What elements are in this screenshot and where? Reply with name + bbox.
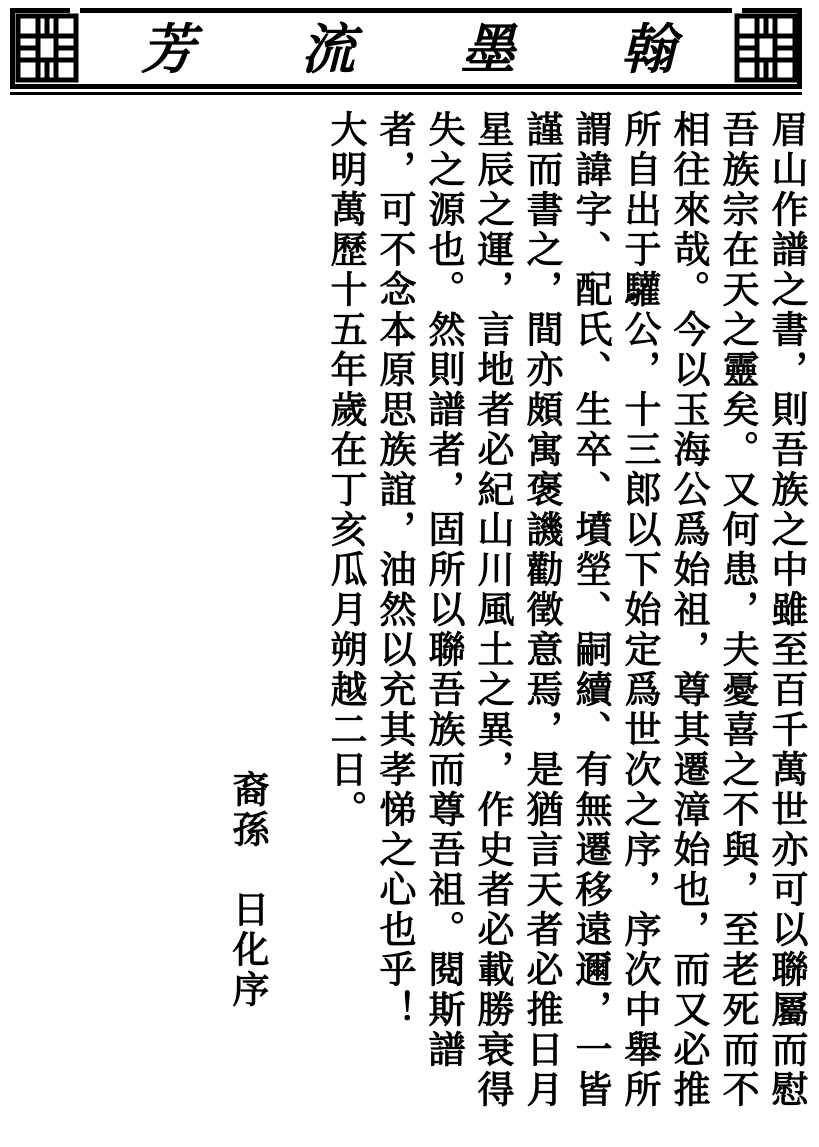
banner-char-3: 墨 xyxy=(461,17,515,81)
text-column-10-date: 大明萬歷十五年歲在丁亥瓜月朔越二日。 xyxy=(324,110,368,830)
document-body xyxy=(0,104,819,1147)
text-column-9: 者，可不念本原思族誼，油然以充其孝悌之心也乎！ xyxy=(373,110,417,1030)
text-column-8: 失之源也。然則譜者，固所以聯吾族而尊吾祖。閱斯譜 xyxy=(422,110,466,1070)
header-banner xyxy=(0,0,819,100)
banner-char-4: 翰 xyxy=(621,17,675,81)
square-spiral-ornament-right xyxy=(733,12,799,84)
column-spacer xyxy=(266,110,315,1130)
text-column-3: 相往來哉。今以玉海公爲始祖，尊其遷漳始也，而又必推 xyxy=(667,110,711,1110)
text-column-5: 謂諱字、配氏、生卒、墳塋、嗣續、有無遷移遠邇，一皆 xyxy=(569,110,613,1110)
text-column-7: 星辰之運，言地者必紀山川風土之異，作史者必載勝衰得 xyxy=(471,110,515,1110)
banner-top-rule xyxy=(80,8,732,13)
text-column-6: 謹而書之，間亦頗寓褒譏勸徵意焉，是猶言天者必推日月 xyxy=(520,110,564,1110)
text-column-4: 所自出于驩公，十三郎以下始定爲世次之序，序次中舉所 xyxy=(618,110,662,1110)
banner-char-2: 流 xyxy=(301,17,355,81)
text-column-1: 眉山作譜之書，則吾族之中雖至百千萬世亦可以聯屬而慰 xyxy=(765,110,809,1110)
banner-title xyxy=(88,14,728,84)
signature-block: 裔孫 日化序 xyxy=(226,770,270,1010)
text-column-2: 吾族宗在天之靈矣。又何患，夫憂喜之不與，至老死而不 xyxy=(716,110,760,1110)
banner-char-1: 芳 xyxy=(141,17,195,81)
banner-bottom-rule-thin xyxy=(10,92,802,95)
banner-bottom-rule-thick xyxy=(10,84,802,89)
square-spiral-ornament-left xyxy=(14,12,80,84)
